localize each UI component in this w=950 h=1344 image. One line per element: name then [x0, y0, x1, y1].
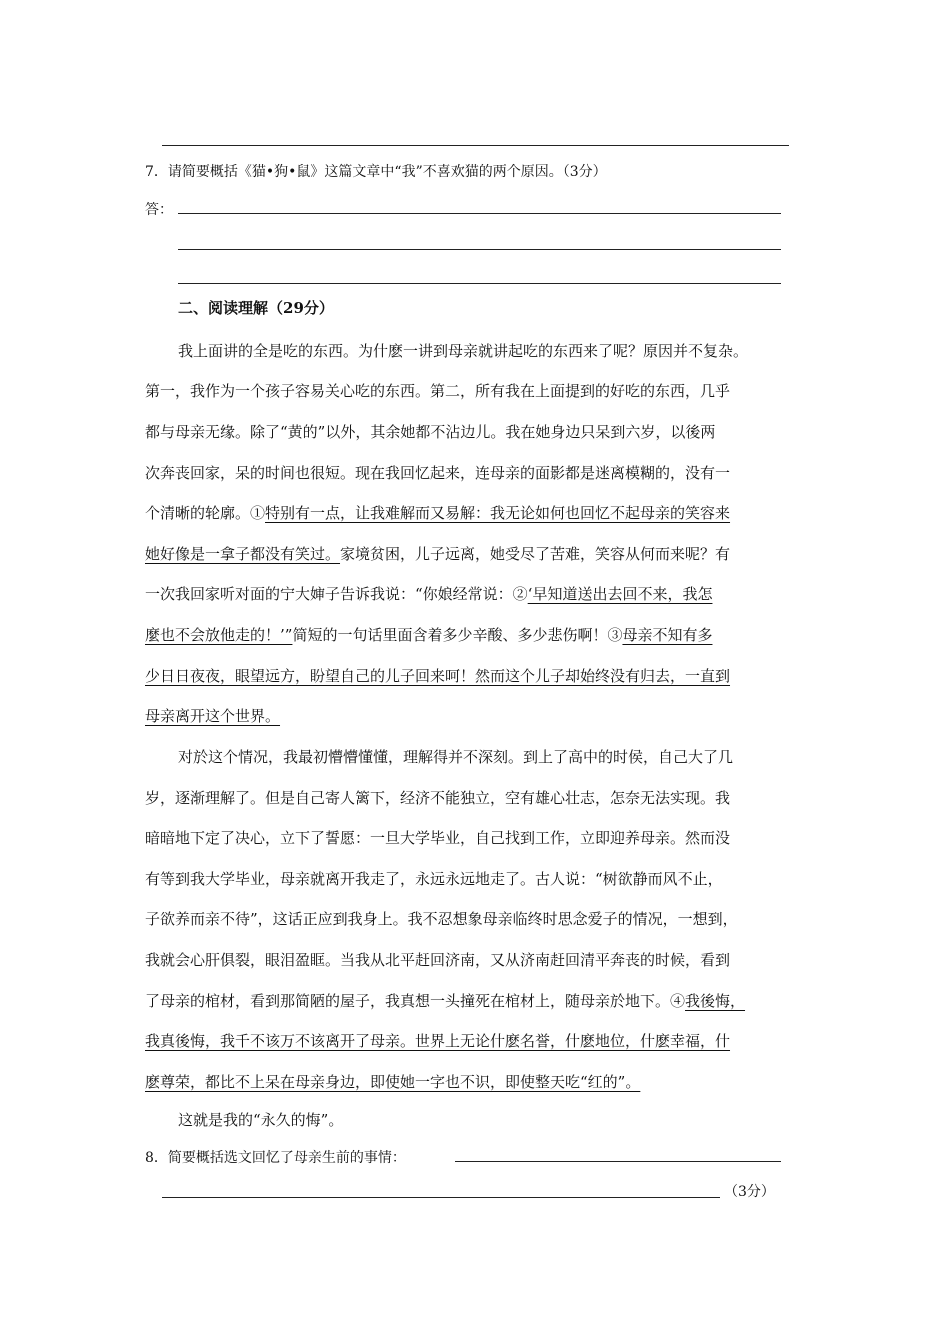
passage-line: [145, 463, 730, 483]
answer-line: [162, 1197, 720, 1198]
passage-line: [145, 828, 730, 848]
passage-line: [145, 950, 730, 970]
underlined-text: 我後悔，: [685, 992, 746, 1010]
passage-text: 都与母亲无缘。除了“黄的”以外，其余她都不沾边儿。我在她身边只呆到六岁，以後两: [145, 423, 716, 441]
passage-text: 岁，逐渐理解了。但是自己寄人篱下，经济不能独立，空有雄心壮志，怎奈无法实现。我: [145, 789, 731, 807]
passage-text: 暗暗地下定了决心，立下了誓愿：一旦大学毕业，自己找到工作，立即迎养母亲。然而没: [145, 829, 731, 847]
answer-line: [162, 145, 789, 146]
underlined-text: 母亲离开这个世界。: [145, 707, 281, 725]
underlined-text: 她好像是一拿子都没有笑过。: [145, 545, 341, 563]
underlined-text: 麼也不会放他走的！’”: [145, 626, 293, 644]
question-8: 8．简要概括选文回忆了母亲生前的事情：: [145, 1150, 406, 1166]
passage-text: 对於这个情况，我最初懵懵懂懂，理解得并不深刻。到上了高中的时侯，自己大了几: [178, 748, 734, 766]
passage-line: [145, 625, 712, 645]
underlined-text: 我真後悔，我千不该万不该离开了母亲。世界上无论什麽名誉，什麽地位，什麽幸福，什: [145, 1032, 731, 1050]
answer-line: [178, 213, 781, 214]
passage-line: [145, 381, 730, 401]
answer-line: [178, 283, 781, 284]
passage-text: 有等到我大学毕业，母亲就离开我走了，永远永远地走了。古人说：“树欲静而风不止，: [145, 870, 723, 888]
passage-line: [145, 869, 723, 889]
passage-line: [145, 1072, 640, 1092]
passage-line: [145, 422, 715, 442]
passage-text: 次奔丧回家，呆的时间也很短。现在我回忆起来，连母亲的面影都是迷离模糊的，没有一: [145, 464, 731, 482]
passage-line: [145, 666, 730, 686]
underlined-text: 特别有一点，让我难解而又易解：我无论如何也回忆不起母亲的笑容来: [265, 504, 731, 522]
section-heading: 二、阅读理解（29分）: [178, 299, 334, 317]
passage-line: [145, 788, 730, 808]
passage-text: 家境贫困，儿子远离，她受尽了苦难，笑容从何而来呢？有: [340, 545, 731, 563]
passage-text: 子欲养而亲不待”，这话正应到我身上。我不忍想象母亲临终时思念爱子的情况，一想到，: [145, 910, 738, 928]
underlined-text: 麽尊荣，都比不上呆在母亲身边，即使她一字也不识，即使整天吃“红的”。: [145, 1073, 641, 1091]
passage-line: [178, 747, 733, 767]
score-label: （3分）: [724, 1184, 775, 1200]
passage-text: 我上面讲的全是吃的东西。为什麽一讲到母亲就讲起吃的东西来了呢？原因并不复杂。: [178, 342, 749, 360]
question-7: 7．请简要概括《猫•狗•鼠》这篇文章中“我”不喜欢猫的两个原因。（3分）: [145, 164, 607, 180]
passage-line: [145, 1031, 730, 1051]
passage-line: [145, 909, 738, 929]
passage-text: 简短的一句话里面含着多少辛酸、多少悲伤啊！③: [292, 626, 623, 644]
passage-text: 个清晰的轮廓。①: [145, 504, 266, 522]
passage-line: 这就是我的“永久的悔”。: [178, 1111, 344, 1129]
passage-line: [145, 706, 280, 726]
underlined-text: ‘早知道送出去回不来，我怎: [527, 585, 713, 603]
passage-line: [178, 341, 748, 361]
answer-line: [455, 1161, 781, 1162]
passage-text: 一次我回家听对面的宁大婶子告诉我说：“你娘经常说：②: [145, 585, 528, 603]
underlined-text: 母亲不知有多: [622, 626, 713, 644]
passage-text: 我就会心肝俱裂，眼泪盈眶。当我从北平赶回济南，又从济南赶回清平奔丧的时候，看到: [145, 951, 731, 969]
underlined-text: 少日日夜夜，眼望远方，盼望自己的儿子回来呵！然而这个儿子却始终没有归去，一直到: [145, 667, 731, 685]
passage-line: [145, 503, 730, 523]
passage-line: [145, 584, 712, 604]
passage-line: [145, 991, 745, 1011]
answer-label: 答：: [145, 202, 173, 218]
answer-line: [178, 249, 781, 250]
passage-text: 第一，我作为一个孩子容易关心吃的东西。第二，所有我在上面提到的好吃的东西，几乎: [145, 382, 731, 400]
passage-line: [145, 544, 730, 564]
passage-text: 了母亲的棺材，看到那简陋的屋子，我真想一头撞死在棺材上，随母亲於地下。④: [145, 992, 686, 1010]
